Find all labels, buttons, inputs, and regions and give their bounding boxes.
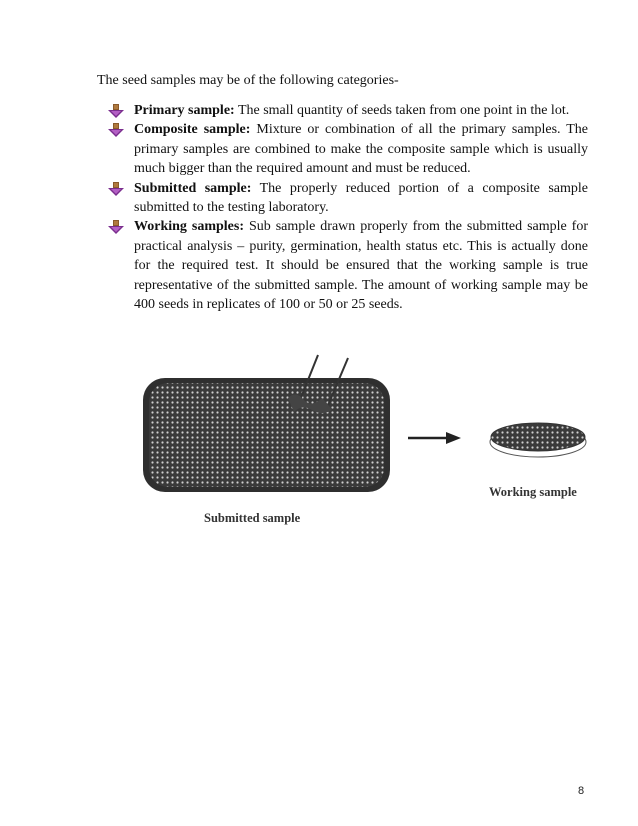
working-sample-label: Working sample xyxy=(489,485,577,499)
category-description: The properly reduced portion of a composite sample submitted to the testing laboratory. xyxy=(134,180,588,216)
category-description: Mixture or combination of all the primary samples. The primary samples are combined to make the composite sample which is usually much bigger than the required amount and must be reduced. xyxy=(134,122,588,177)
category-term: Composite sample: xyxy=(134,122,251,138)
intro-text: The seed samples may be of the following categories- xyxy=(97,73,399,88)
page-number: 8 xyxy=(578,785,585,797)
submitted-sample-bag xyxy=(143,378,390,492)
category-term: Submitted sample: xyxy=(134,180,252,196)
category-term: Primary sample: xyxy=(134,103,235,118)
category-term: Working samples: xyxy=(134,219,244,235)
working-sample-dish xyxy=(490,423,586,457)
submitted-sample-label: Submitted sample xyxy=(204,511,301,525)
category-description: The small quantity of seeds taken from one point in the lot. xyxy=(234,103,570,118)
reduction-arrow-icon xyxy=(408,432,461,444)
category-description: Sub sample drawn properly from the submitted sample for practical analysis – purity, germination, health status etc. This is actually done for the required test. It should be ensured that the working sample is true representative of the submitted sample. The amount of working sample may be 400 seeds in replicates of 100 or 50 or 25 seeds. xyxy=(134,219,589,313)
